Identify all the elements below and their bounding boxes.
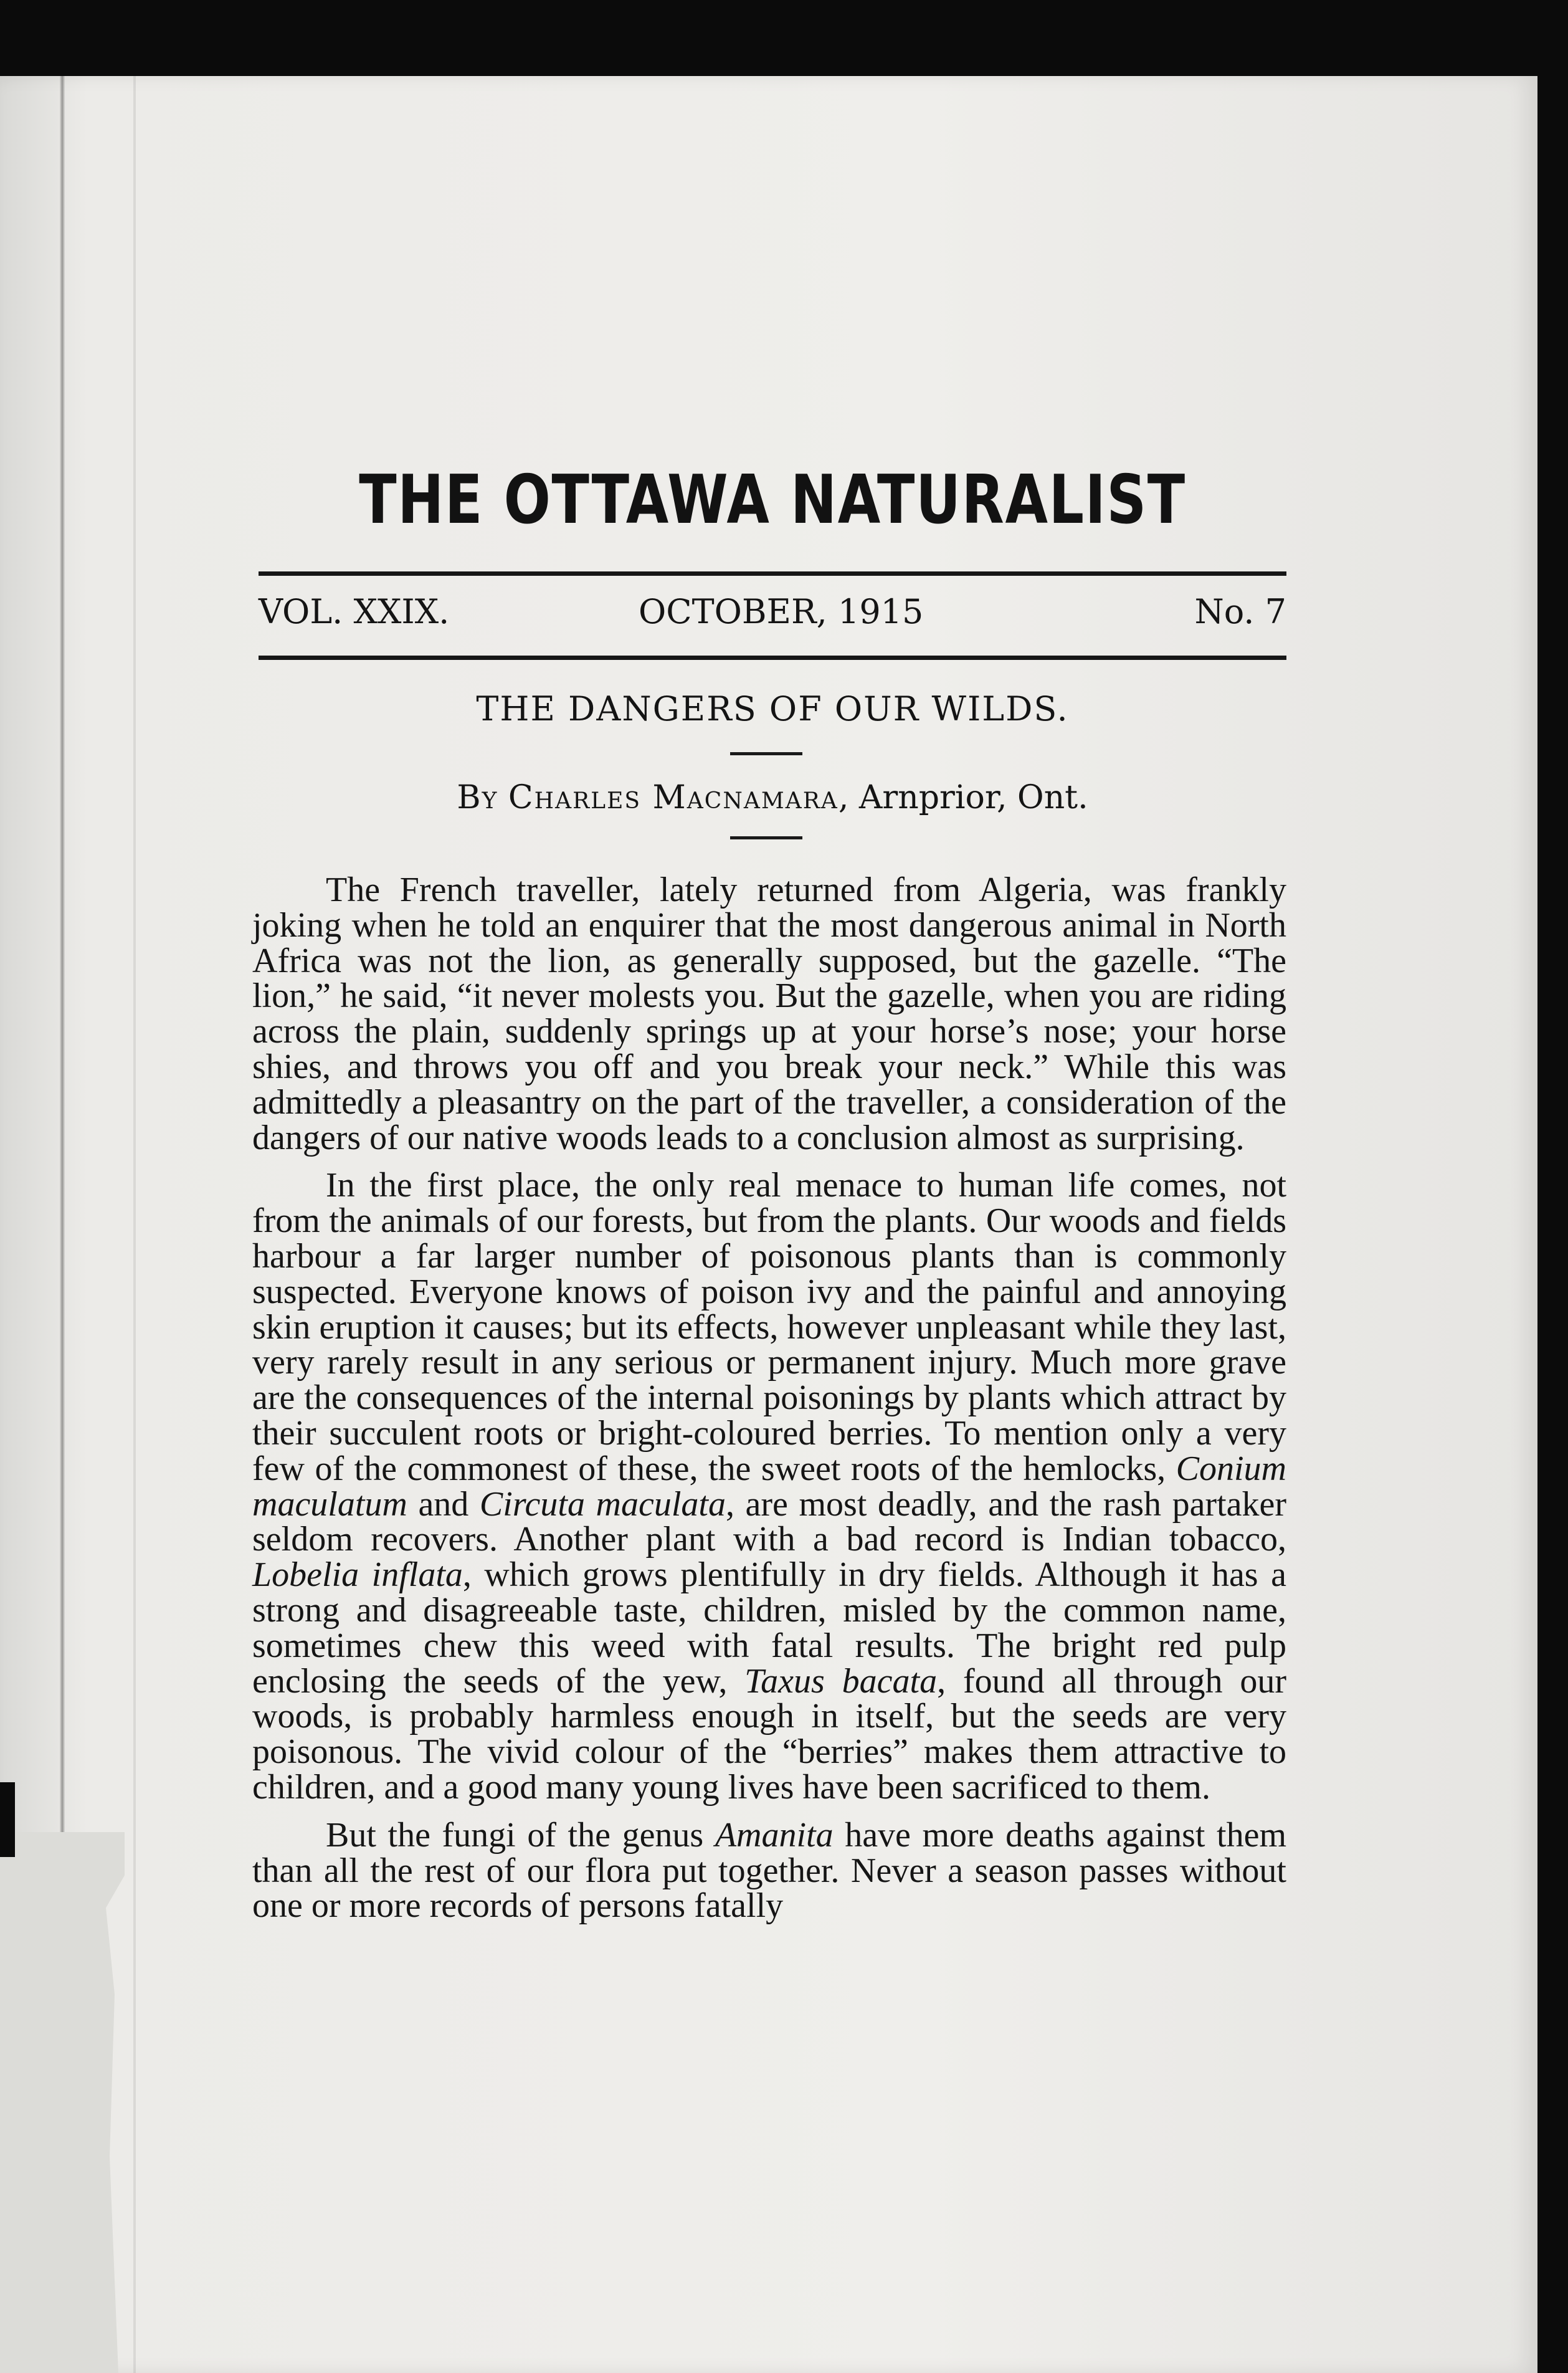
journal-masthead: THE OTTAWA NATURALIST [359, 461, 1186, 539]
title-divider [730, 752, 802, 755]
paragraph-text: , are most deadly, and the rash partaker seldom recovers. Another plant with a bad record is Indian tobacco, [252, 1484, 1286, 1559]
paragraph-text: , which grows plentifully in dry fields. Although it has a strong and disagreeable taste, children, misled by the common name, sometimes chew this weed with fatal results. The bright red pulp enclosing the seeds of the yew, [252, 1555, 1286, 1701]
torn-page-edge [0, 1832, 125, 2373]
paragraph-text: and [407, 1484, 480, 1524]
masthead-rule-bottom [259, 656, 1286, 660]
issue-number: No. 7 [1194, 592, 1286, 631]
species-name: Conium maculatum [252, 1449, 1286, 1524]
species-name: Lobelia inflata [252, 1555, 463, 1595]
genus-name: Amanita [715, 1815, 834, 1855]
paragraph-text: In the first place, the only real menace to human life comes, not from the animals of our forests, but from the plants. Our woods and fields harbour a far larger number of poisonous plants than is commonly suspected. Everyone knows of poison ivy and the painful and annoying skin eruption it causes; but its effects, however unpleasant while they last, very rarely result in any serious or permanent injury. Much more grave are the consequences of the internal poisonings by plants which attract by their succulent roots or bright-coloured berries. To mention only a very few of the commonest of these, the sweet roots of the hemlocks, [252, 1166, 1286, 1488]
binding-crease [133, 76, 136, 2373]
issue-info-row [259, 592, 1286, 642]
paragraph-text: But the fungi of the genus [326, 1815, 715, 1855]
page-tear-shadow [0, 1782, 15, 1857]
species-name: Taxus bacata [744, 1661, 938, 1701]
article-title: THE DANGERS OF OUR WILDS. [476, 689, 1069, 728]
paragraph-text: have more deaths against them than all the rest of our flora put together. Never a season passes without one or more records of persons fatally [252, 1815, 1286, 1926]
article-paragraph [252, 1815, 1286, 1926]
article-paragraph [252, 1168, 1286, 1805]
author-name: Charles Macnamara [508, 779, 839, 816]
masthead-rule-top [259, 571, 1286, 576]
author-location: , Arnprior, Ont. [838, 779, 1088, 816]
paragraph-text: The French traveller, lately returned from Algeria, was frankly joking when he told an enquirer that the most dangerous animal in North Africa was not the lion, as generally supposed, but the gazelle. “The lion,” he said, “it never molests you. But the gazelle, when you are riding across the plain, suddenly springs up at your horse’s nose; your horse shies, and throws you off and you break your neck.” While this was admittedly a pleasantry on the part of the traveller, a consideration of the dangers of our native woods leads to a conclusion almost as surprising. [252, 871, 1286, 1157]
paragraph-text: , found all through our woods, is probably harmless enough in itself, but the seeds are very poisonous. The vivid colour of the “berries” makes them attractive to children, and a good many young lives have been sacrificed to them. [252, 1661, 1286, 1807]
article-byline [259, 779, 1286, 816]
byline-divider [730, 836, 802, 839]
article-body [252, 872, 1286, 1924]
byline-prefix: By [457, 779, 498, 816]
article-paragraph [252, 872, 1286, 1155]
issue-date: OCTOBER, 1915 [639, 592, 924, 631]
volume-label: VOL. XXIX. [259, 592, 450, 631]
species-name: Circuta maculata [479, 1484, 726, 1524]
